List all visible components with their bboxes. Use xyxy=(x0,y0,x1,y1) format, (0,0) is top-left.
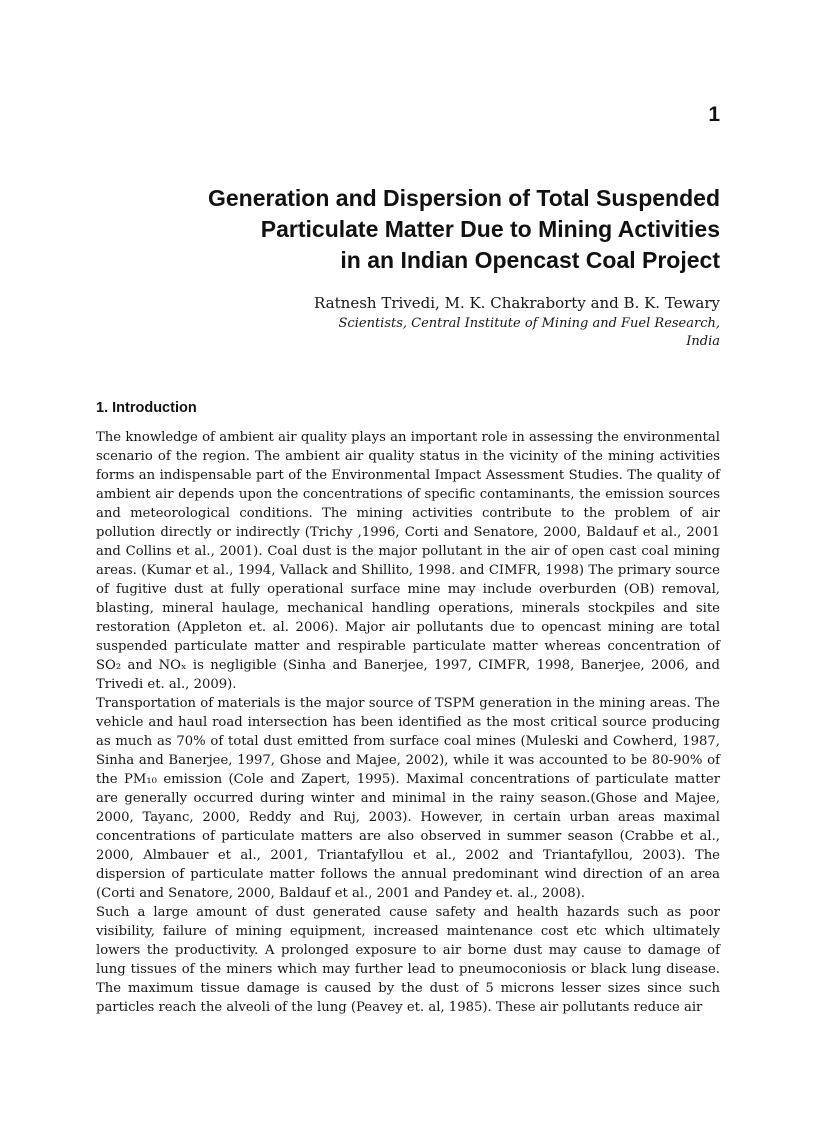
page-number: 1 xyxy=(708,103,720,126)
chapter-title-line-1: Generation and Dispersion of Total Suspended xyxy=(207,185,720,211)
chapter-title xyxy=(96,183,720,276)
section-heading-introduction: 1. Introduction xyxy=(96,400,197,416)
paragraph-1: The knowledge of ambient air quality plays an important role in assessing the environmental scenario of the region. The ambient air quality status in the vicinity of the mining activities forms an indispensable part of the Environmental Impact Assessment Studies. The quality of ambient air depends upon the concentrations of specific contaminants, the emission sources and meteorological conditions. The mining activities contribute to the problem of air pollution directly or indirectly (Trichy ,1996, Corti and Senatore, 2000, Baldauf et al., 2001 and Collins et al., 2001). Coal dust is the major pollutant in the air of open cast coal mining areas. (Kumar et al., 1994, Vallack and Shillito, 1998. and CIMFR, 1998) The primary source of fugitive dust at fully operational surface mine may include overburden (OB) removal, blasting, mineral haulage, mechanical handling operations, minerals stockpiles and site restoration (Appleton et. al. 2006). Major air pollutants due to opencast mining are total suspended particulate matter and respirable particulate matter whereas concentration of SO₂ and NOₓ is negligible (Sinha and Banerjee, 1997, CIMFR, 1998, Banerjee, 2006, and Trivedi et. al., 2009). xyxy=(96,430,720,692)
affiliation-line-1: Scientists, Central Institute of Mining and Fuel Research, xyxy=(338,316,720,331)
paragraph-3: Such a large amount of dust generated cause safety and health hazards such as poor visibility, failure of mining equipment, increased maintenance cost etc which ultimately lowers the productivity. A prolonged exposure to air borne dust may cause to damage of lung tissues of the miners which may further lead to pneumoconiosis or black lung disease. The maximum tissue damage is caused by the dust of 5 microns lesser sizes since such particles reach the alveoli of the lung (Peavey et. al, 1985). These air pollutants reduce air xyxy=(96,905,720,1015)
affiliation xyxy=(96,315,720,351)
chapter-title-line-3: in an Indian Opencast Coal Project xyxy=(340,247,720,273)
affiliation-line-2: India xyxy=(686,334,720,349)
body-text xyxy=(96,428,720,1017)
paragraph-2: Transportation of materials is the major source of TSPM generation in the mining areas. The vehicle and haul road intersection has been identified as the most critical source producing as much as 70% of total dust emitted from surface coal mines (Muleski and Cowherd, 1987, Sinha and Banerjee, 1997, Ghose and Majee, 2002), while it was accounted to be 80-90% of the PM₁₀ emission (Cole and Zapert, 1995). Maximal concentrations of particulate matter are generally occurred during winter and minimal in the rainy season.(Ghose and Majee, 2000, Tayanc, 2000, Reddy and Ruj, 2003). However, in certain urban areas maximal concentrations of particulate matters are also observed in summer season (Crabbe et al., 2000, Almbauer et al., 2001, Triantafyllou et al., 2002 and Triantafyllou, 2003). The dispersion of particulate matter follows the annual predominant wind direction of an area (Corti and Senatore, 2000, Baldauf et al., 2001 and Pandey et. al., 2008). xyxy=(96,696,720,901)
authors-line: Ratnesh Trivedi, M. K. Chakraborty and B. K. Tewary xyxy=(314,294,720,312)
chapter-title-line-2: Particulate Matter Due to Mining Activities xyxy=(260,216,720,242)
